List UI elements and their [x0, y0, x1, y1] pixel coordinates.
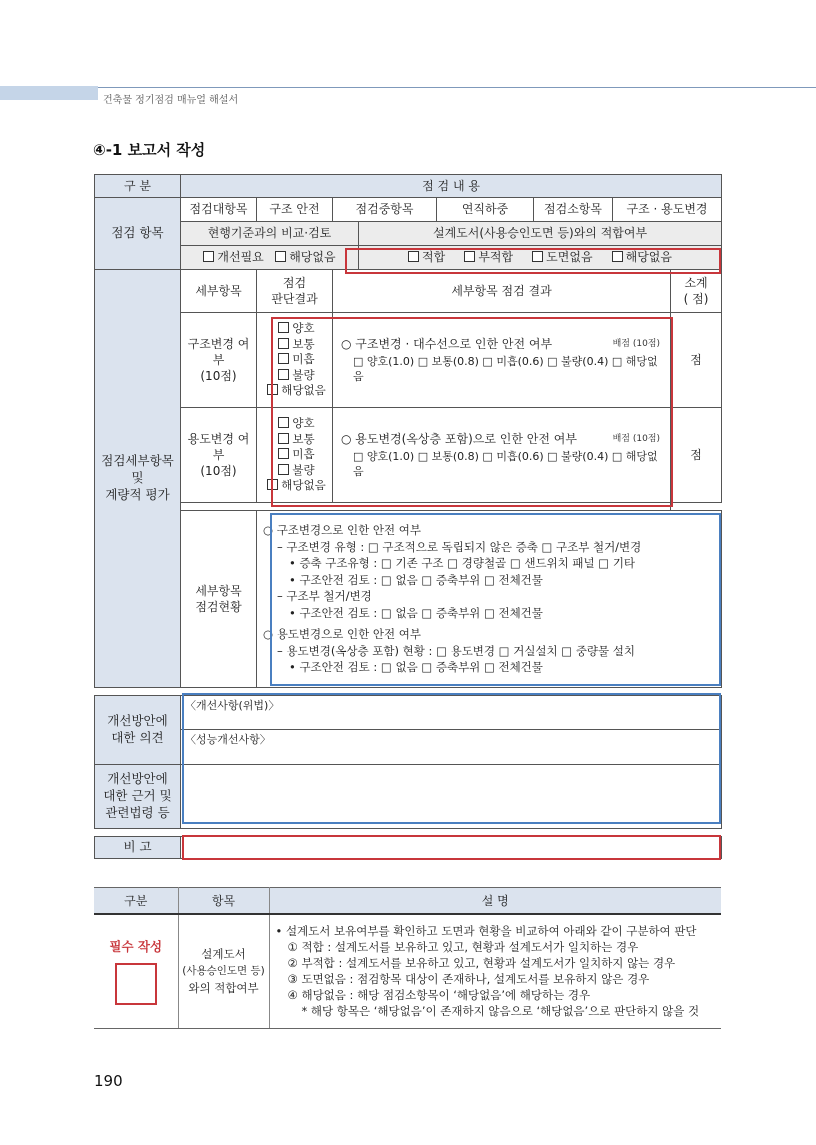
detail-label-line3: 계량적 평가 [105, 486, 170, 502]
basis-label [95, 765, 181, 829]
option-improve-label: 개선필요 [217, 250, 264, 265]
opinion-label [95, 696, 181, 765]
grade-label: 불량 [292, 367, 315, 382]
sub-header-sum-line2: ( 점) [683, 292, 709, 306]
r2-score: 배점 (10점) [612, 433, 660, 444]
grade-label: 해당없음 [281, 478, 326, 493]
section-title: ④-1 보고서 작성 [93, 141, 206, 159]
r1-result [333, 313, 671, 408]
grade-label: 보통 [292, 336, 315, 351]
remarks-field[interactable] [181, 837, 722, 859]
design-options [359, 246, 722, 270]
checkbox[interactable] [278, 464, 289, 475]
mid-item-label: 점검중항목 [333, 198, 437, 222]
status-label-line1: 세부항목 [195, 583, 242, 598]
basis-label-line2: 대한 근거 및 [103, 788, 172, 804]
grade-label: 양호 [292, 321, 315, 336]
legend-table [94, 887, 721, 1029]
sub-header-judge-line1: 점검 [282, 275, 307, 290]
checkbox-nodraw[interactable] [532, 251, 543, 262]
checkbox[interactable] [278, 433, 289, 444]
r2-result [333, 408, 671, 503]
legend-description [269, 914, 721, 1028]
desc-line: ③ 도면없음 : 점검항목 대상이 존재하나, 설계도서를 보유하지 않은 경우 [287, 972, 650, 987]
option-unfit-label: 부적합 [478, 250, 514, 265]
r1-result-text: ○ 구조변경 · 대수선으로 인한 안전 여부 [341, 336, 553, 351]
sub-header-item: 세부항목 [181, 270, 257, 313]
checkbox[interactable] [278, 338, 289, 349]
legend-item-line2: (사용승인도면 등) [182, 964, 265, 977]
legend-header-item: 항목 [178, 888, 269, 915]
r1-grade-row[interactable] [261, 321, 332, 337]
item-label: 점검 항목 [95, 198, 181, 270]
r1-item-line1: 구조변경 여부 [187, 336, 250, 367]
checkbox[interactable] [267, 384, 278, 395]
required-red-box-sample [115, 963, 157, 1005]
basis-field[interactable] [181, 765, 722, 829]
grade-label: 불량 [292, 462, 315, 477]
legend-header-desc: 설 명 [269, 888, 721, 915]
r1-item [181, 313, 257, 408]
grade-label: 미흡 [292, 447, 315, 462]
legend-required [94, 914, 178, 1028]
checkbox[interactable] [278, 353, 289, 364]
r2-grade-row[interactable] [261, 416, 332, 432]
sub-header-judge [257, 270, 333, 313]
status-line[interactable]: • 구조안전 검토 : □ 없음 □ 증축부위 □ 전체건물 [289, 660, 543, 675]
design-header: 설계도서(사용승인도면 등)와의 적합여부 [359, 222, 722, 246]
sub-header-judge-line2: 판단결과 [271, 292, 318, 306]
basis-label-line3: 관련법령 등 [105, 804, 170, 820]
r1-grade-row[interactable] [261, 368, 332, 384]
opinion-label-line2: 대한 의견 [111, 730, 164, 745]
checkbox-unfit[interactable] [464, 251, 475, 262]
minor-item-label: 점검소항목 [534, 198, 613, 222]
status-content [257, 511, 722, 688]
status-line[interactable]: • 구조안전 검토 : □ 없음 □ 증축부위 □ 전체건물 [289, 572, 543, 587]
desc-line: • 설계도서 보유여부를 확인하고 도면과 현황을 비교하여 아래와 같이 구분하여 판단 [275, 924, 697, 939]
r1-grade-list [257, 313, 333, 408]
checkbox-na2[interactable] [612, 251, 623, 262]
checkbox[interactable] [278, 417, 289, 428]
compare-header: 현행기준과의 비교·검토 [181, 222, 359, 246]
spacer-row [95, 829, 722, 837]
r1-score: 배점 (10점) [612, 338, 660, 349]
r2-options[interactable]: □ 양호(1.0) □ 보통(0.8) □ 미흡(0.6) □ 불량(0.4) □ 해당없음 [353, 449, 658, 478]
header-category: 구 분 [95, 175, 181, 198]
r2-grade-row[interactable] [261, 478, 332, 494]
status-line: ○ 구조변경으로 인한 안전 여부 [263, 523, 421, 538]
page-number: 190 [94, 1072, 123, 1090]
grade-label: 보통 [292, 431, 315, 446]
checkbox-fit[interactable] [408, 251, 419, 262]
legend-item-line1: 설계도서 [201, 946, 246, 961]
checkbox-improve[interactable] [203, 251, 214, 262]
header-content: 점 검 내 용 [181, 175, 722, 198]
sub-header-sum-line1: 소계 [684, 275, 708, 290]
compare-options [181, 246, 359, 270]
r2-subtotal: 점 [671, 408, 722, 503]
option-fit-label: 적합 [422, 250, 446, 265]
legend-header-category: 구분 [94, 888, 178, 915]
grade-label: 양호 [292, 416, 315, 431]
mid-item-value: 연직하중 [437, 198, 534, 222]
spacer-row [181, 503, 671, 511]
r2-result-text: ○ 용도변경(옥상층 포함)으로 인한 안전 여부 [341, 431, 577, 446]
checkbox-na[interactable] [275, 251, 286, 262]
status-line[interactable]: – 용도변경(옥상층 포함) 현황 : □ 용도변경 □ 거실설치 □ 중량물 설치 [277, 643, 636, 658]
spacer-row [95, 688, 722, 696]
legend-item-line3: 와의 적합여부 [188, 980, 259, 995]
grade-label: 미흡 [292, 352, 315, 367]
header-accent-band [0, 86, 98, 100]
report-table [94, 174, 722, 859]
r2-item-line2: (10점) [200, 464, 237, 479]
option-nodraw-label: 도면없음 [546, 250, 593, 265]
opinion-label-line1: 개선방안에 [107, 713, 168, 729]
status-line: ○ 용도변경으로 인한 안전 여부 [263, 627, 421, 642]
legend-item [178, 914, 269, 1028]
detail-label-line1: 점검세부항목 [101, 453, 174, 469]
r1-grade-row[interactable] [261, 352, 332, 368]
status-line: – 구조부 철거/변경 [277, 589, 372, 604]
major-item-value: 구조 안전 [257, 198, 333, 222]
r2-grade-row[interactable] [261, 432, 332, 448]
desc-line: ② 부적합 : 설계도서를 보유하고 있고, 현황과 설계도서가 일치하지 않는 경우 [287, 956, 676, 971]
grade-label: 해당없음 [281, 383, 326, 398]
option-na2-label: 해당없음 [625, 250, 672, 265]
r2-result-line [341, 431, 666, 447]
checkbox[interactable] [278, 369, 289, 380]
performance-field[interactable]: 〈성능개선사항〉 [181, 730, 722, 765]
status-line[interactable]: • 구조안전 검토 : □ 없음 □ 증축부위 □ 전체건물 [289, 605, 543, 620]
running-header: 건축물 정기점검 매뉴얼 해설서 [103, 95, 239, 106]
sub-header-result: 세부항목 점검 결과 [333, 270, 671, 313]
r2-grade-row[interactable] [261, 463, 332, 479]
desc-line: * 해당 항목은 ‘해당없음’이 존재하지 않음으로 ‘해당없음’으로 판단하지 않을 것 [301, 1004, 700, 1019]
r2-item-line1: 용도변경 여부 [187, 431, 250, 462]
r1-grade-row[interactable] [261, 383, 332, 399]
status-line[interactable]: • 증축 구조유형 : □ 기존 구조 □ 경량철골 □ 샌드위치 패널 □ 기타 [289, 556, 636, 571]
checkbox[interactable] [278, 322, 289, 333]
r1-subtotal: 점 [671, 313, 722, 408]
status-label [181, 511, 257, 688]
major-item-label: 점검대항목 [181, 198, 257, 222]
r1-options[interactable]: □ 양호(1.0) □ 보통(0.8) □ 미흡(0.6) □ 불량(0.4) □ 해당없음 [353, 354, 658, 383]
detail-label-line2: 및 [131, 470, 144, 486]
basis-label-line1: 개선방안에 [107, 771, 168, 787]
checkbox[interactable] [267, 479, 278, 490]
r2-item [181, 408, 257, 503]
r1-result-line [341, 336, 666, 352]
r1-item-line2: (10점) [200, 369, 237, 384]
r2-grade-list [257, 408, 333, 503]
required-label: 필수 작성 [109, 939, 163, 955]
status-label-line2: 점검현황 [195, 600, 242, 614]
r2-grade-row[interactable] [261, 447, 332, 463]
option-na-label: 해당없음 [289, 250, 336, 265]
r1-grade-row[interactable] [261, 337, 332, 353]
status-line[interactable]: – 구조변경 유형 : □ 구조적으로 독립되지 않은 증축 □ 구조부 철거/변경 [277, 539, 642, 554]
violation-field[interactable]: 〈개선사항(위법)〉 [181, 696, 722, 730]
minor-item-value: 구조 · 용도변경 [613, 198, 722, 222]
remarks-label: 비 고 [95, 837, 181, 859]
sub-header-sum [671, 270, 722, 313]
checkbox[interactable] [278, 448, 289, 459]
detail-label [95, 270, 181, 688]
desc-line: ④ 해당없음 : 해당 점검소항목이 ‘해당없음’에 해당하는 경우 [287, 988, 591, 1003]
header-rule [98, 87, 816, 88]
desc-line: ① 적합 : 설계도서를 보유하고 있고, 현황과 설계도서가 일치하는 경우 [287, 940, 639, 955]
